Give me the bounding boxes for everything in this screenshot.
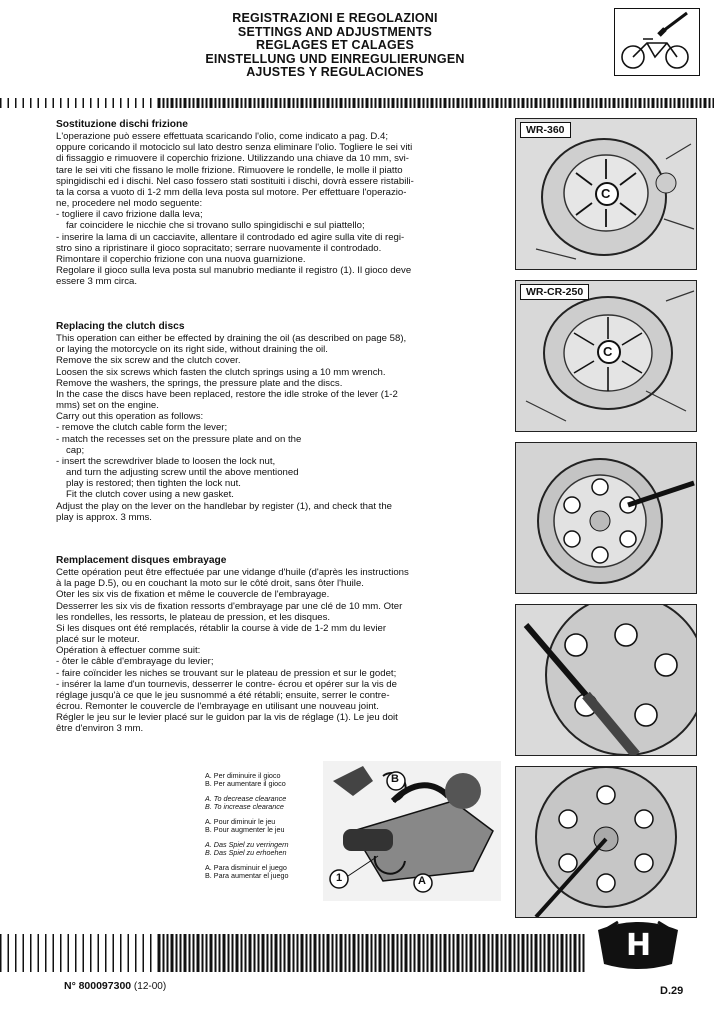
text-line: play is approx. 3 mms. [56,511,152,523]
text-line: Régler le jeu sur le levier placé sur le guidon par la vis de réglage (1). Le jeu doit [56,712,398,724]
text-line: - match the recesses set on the pressure plate and on the [56,433,302,445]
legend-it-a: A. Per diminuire il gioco [205,771,281,780]
page-number: D.29 [660,985,684,997]
legend-es-a: A. Para disminuir el juego [205,863,287,872]
doc-number-date: (12-00) [133,981,167,992]
text-line: cap; [66,444,85,456]
text-line: écrou. Remonter le couvercle de l'embrayage en utilisant une nouveau joint. [56,701,379,713]
callout-b-lever: B [391,773,399,785]
section-title-italian: Sostituzione dischi frizione [56,119,188,130]
text-line: ne, procedere nel modo seguente: [56,198,203,210]
callout-c-wrcr250: C [603,344,613,359]
motorcycle-wrench-icon [614,8,700,76]
legend-group-fr [205,818,315,834]
text-line: - remove the clutch cable form the lever; [56,422,228,434]
legend-en-b: B. To increase clearance [205,802,284,812]
text-line: Oter les six vis de fixation et même le couvercle de l'embrayage. [56,589,330,601]
text-line: ta la corsa a vuoto di 1-2 mm della leva posta sul motore. Per effettuare l'operazio- [56,186,407,198]
callout-a-lever: A [418,875,426,887]
section-body-french [56,567,506,734]
legend-group-it [205,772,315,788]
header-title-de: EINSTELLUNG UND EINREGULIERUNGEN [205,51,465,66]
text-line: Loosen the six screws which fasten the clutch springs using a 10 mm wrench. [56,366,386,378]
text-line: - ôter le câble d'embrayage du levier; [56,656,214,668]
text-line: essere 3 mm circa. [56,276,138,288]
text-line: Fit the clutch cover using a new gasket. [66,489,234,501]
legend-de-b: B. Das Spiel zu erhoehen [205,848,287,858]
top-decorative-strip [0,98,714,108]
text-line: à la page D.5), ou en couchant la moto sur le côté droit, sans ôter l'huile. [56,578,364,590]
legend-group-es [205,864,315,880]
section-french [56,555,506,735]
figure-clutch-springs-closeup [515,604,697,756]
text-line: Opération à effectuer comme suit: [56,645,201,657]
text-line: Desserrer les six vis de fixation ressorts d'embrayage par une clé de 10 mm. Oter [56,600,403,612]
header-title-it: REGISTRAZIONI E REGOLAZIONI [232,11,438,25]
figure-handlebar-lever-adjuster [322,760,502,902]
doc-number-value: 800097300 [78,980,132,992]
figure-label-wrcr250: WR-CR-250 [520,284,589,300]
section-title-english: Replacing the clutch discs [56,321,185,332]
text-line: stro sino a ripristinare il gioco sopracitato; serrare nuovamente il controdado. [56,242,382,254]
section-english [56,321,506,523]
text-line: Carry out this operation as follows: [56,411,204,423]
text-line: - insert the screwdriver blade to loosen the lock nut, [56,455,276,467]
text-line: or laying the motorcycle on its right side, without draining the oil. [56,344,328,356]
legend-en-a: A. To decrease clearance [205,794,287,803]
header-title-fr: REGLAGES ET CALAGES [256,38,414,52]
text-line: play is restored; then tighten the lock nut. [66,478,241,490]
section-title-french: Remplacement disques embrayage [56,555,227,566]
callout-c-wr360: C [601,186,611,201]
section-body-english [56,333,506,523]
legend-group-en [205,795,315,811]
text-line: Cette opération peut être effectuée par une vidange d'huile (d'après les instructions [56,567,409,579]
text-line: Remove the six screw and the clutch cover. [56,355,241,367]
legend-es-b: B. Para aumentar el juego [205,871,289,881]
text-line: être d'environ 3 mm. [56,723,144,735]
figure-clutch-springs-wrench [515,442,697,594]
legend-it-b: B. Per aumentare il gioco [205,779,286,789]
text-line: spingidischi ed i dischi. Nel caso fossero stati sostituiti i dischi, dovrà essere ristabili- [56,175,414,187]
text-line: réglage jusqu'à ce que le jeu susnommé a été rétabli; ensuite, serrer le contre- [56,689,390,701]
legend-fr-b: B. Pour augmenter le jeu [205,825,285,835]
text-line: placé sur le moteur. [56,634,140,646]
husqvarna-logo [588,920,688,970]
section-italian [56,119,506,287]
text-line: far coincidere le nicchie che si trovano sullo spingidischi e sul piattello; [66,220,365,232]
legend-fr-a: A. Pour diminuir le jeu [205,817,276,826]
text-line: L'operazione può essere effettuata scaricando l'olio, come indicato a pag. D.4; [56,131,389,143]
text-line: Adjust the play on the lever on the handlebar by register (1), and check that the [56,500,392,512]
figure-screwdriver-adjustment [515,766,697,918]
text-line: In the case the discs have been replaced, restore the idle stroke of the lever (1-2 [56,388,398,400]
text-line: mms) set on the engine. [56,400,159,412]
document-number [64,980,166,992]
text-line: Regolare il gioco sulla leva posta sul manubrio mediante il registro (1). Il gioco deve [56,265,412,277]
legend-group-de [205,841,315,857]
figure-label-wr360: WR-360 [520,122,571,138]
text-line: tare le sei viti che fissano le molle frizione. Rimuovere le rondelle, le molle il piatto [56,164,403,176]
figure-wrcr250-clutch-cover [515,280,697,432]
text-line: Rimontare il coperchio frizione con una nuova guarnizione. [56,253,306,265]
text-line: and turn the adjusting screw until the above mentioned [66,467,299,479]
text-line: - faire coïncider les niches se trouvant sur le plateau de pression et sur le godet; [56,667,397,679]
page-header [180,12,490,80]
logo-letter: H [626,928,652,963]
text-line: - inserire la lama di un cacciavite, allentare il controdado ed agire sulla vite di regi- [56,231,405,243]
figure-wr360-clutch-cover [515,118,697,270]
text-line: - insérer la lame d'un tournevis, desserrer le contre- écrou et opérer sur la vis de [56,678,397,690]
callout-1-lever: 1 [336,872,343,884]
doc-number-prefix: N° [64,980,76,992]
text-line: - togliere il cavo frizione dalla leva; [56,209,203,221]
header-title-en: SETTINGS AND ADJUSTMENTS [237,24,433,39]
section-body-italian [56,131,506,287]
text-line: oppure coricando il motociclo sul lato destro senza eliminare l'olio. Togliere le sei viti [56,142,413,154]
text-line: Si les disques ont été remplacés, rétablir la course à vide de 1-2 mm du levier [56,622,387,634]
text-line: di fissaggio e rimuovere il coperchio frizione. Utilizzando una chiave da 10 mm, svi- [56,153,409,165]
adjustment-legend [205,772,315,887]
header-title-es: AJUSTES Y REGULACIONES [246,65,424,79]
text-line: This operation can either be effected by draining the oil (as described on page 58), [56,333,407,345]
text-line: les rondelles, les ressorts, le plateau de pression, et les disques. [56,611,331,623]
text-line: Remove the washers, the springs, the pressure plate and the discs. [56,377,343,389]
legend-de-a: A. Das Spiel zu verringern [205,840,289,849]
